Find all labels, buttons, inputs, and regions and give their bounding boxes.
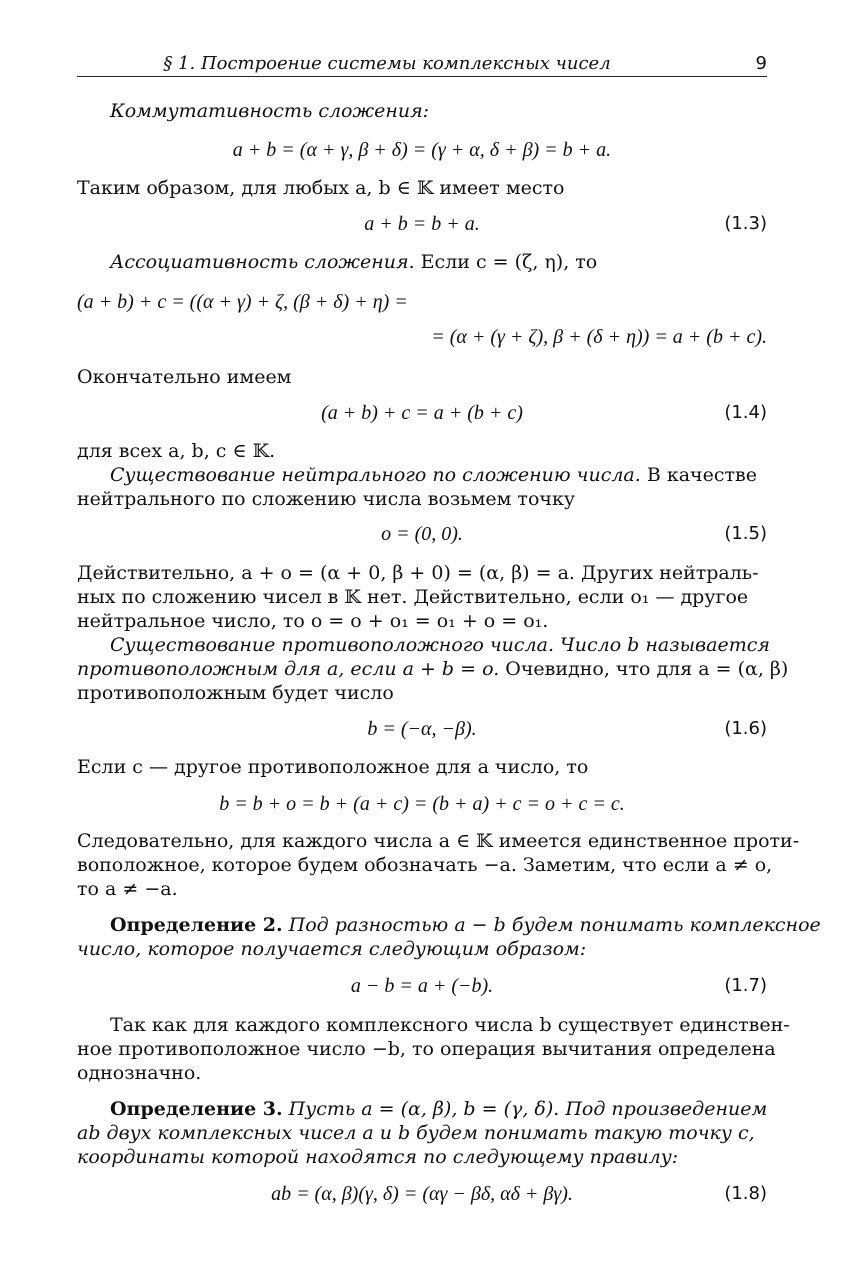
paragraph-line: Коммутативность сложения: — [110, 100, 430, 122]
equation: = (α + (γ + ζ), β + (δ + η)) = a + (b + c). — [431, 326, 767, 348]
numbered-equation — [77, 1182, 767, 1206]
text: Если c = (ζ, η), то — [414, 251, 598, 273]
equation-number: (1.4) — [724, 402, 767, 423]
equation: b = (−α, −β). — [367, 718, 477, 740]
equation: o = (0, 0). — [381, 523, 463, 545]
paragraph-line: нейтральное число, то o = o + o₁ = o₁ + o = o₁. — [77, 610, 549, 632]
section-title: § 1. Построение системы комплексных чисел — [163, 53, 611, 74]
numbered-equation — [77, 212, 767, 236]
paragraph-line: Так как для каждого комплексного числа b существует единствен- — [110, 1014, 790, 1036]
term: противоположным для a, если a + b = o. — [77, 658, 500, 680]
paragraph-line: Существование противоположного числа. Число b называется — [110, 634, 770, 656]
definition-label: Определение 3. — [110, 1098, 283, 1120]
numbered-equation — [77, 974, 767, 998]
paragraph-line — [77, 250, 800, 274]
equation-number: (1.3) — [724, 213, 767, 234]
paragraph-line: воположное, которое будем обозначать −a. Заметим, что если a ≠ o, — [77, 854, 773, 876]
numbered-equation — [77, 717, 767, 741]
equation: a + b = b + a. — [364, 213, 480, 235]
paragraph-line: число, которое получается следующим образом: — [77, 938, 587, 960]
equation: b = b + o = b + (a + c) = (b + a) + c = o + c = c. — [219, 793, 625, 815]
text: Под разностью a − b будем понимать комплексное — [282, 914, 821, 936]
equation: (a + b) + c = a + (b + c) — [321, 402, 523, 424]
equation: a − b = a + (−b). — [350, 975, 494, 997]
paragraph-line: ных по сложению чисел в 𝕂 нет. Действительно, если o₁ — другое — [77, 586, 749, 608]
paragraph-line: для всех a, b, c ∈ 𝕂. — [77, 440, 276, 462]
paragraph-line — [77, 657, 789, 681]
numbered-equation — [77, 401, 767, 425]
paragraph-line: однозначно. — [77, 1062, 202, 1084]
paragraph-line: ab двух комплексных чисел a и b будем понимать такую точку c, — [77, 1122, 755, 1144]
equation-number: (1.5) — [724, 523, 767, 544]
equation: ab = (α, β)(γ, δ) = (αγ − βδ, αδ + βγ). — [271, 1183, 573, 1205]
paragraph-line — [77, 463, 800, 487]
paragraph-line: нейтрального по сложению числа возьмем точку — [77, 488, 575, 510]
text: В качестве — [640, 464, 757, 486]
page-number: 9 — [755, 53, 767, 74]
equation-number: (1.6) — [724, 718, 767, 739]
paragraph-line: Если c — другое противоположное для a число, то — [77, 756, 589, 778]
term: Существование нейтрального по сложению числа. — [110, 464, 641, 486]
numbered-equation — [77, 522, 767, 546]
paragraph-line: Таким образом, для любых a, b ∈ 𝕂 имеет место — [77, 177, 565, 199]
term: Ассоциативность сложения. — [110, 251, 415, 273]
running-header — [77, 52, 767, 77]
definition-label: Определение 2. — [110, 914, 283, 936]
paragraph-line: ное противоположное число −b, то операция вычитания определена — [77, 1038, 776, 1060]
paragraph-line: Окончательно имеем — [77, 366, 292, 388]
text: Очевидно, что для a = (α, β) — [499, 658, 789, 680]
paragraph-line — [77, 1097, 800, 1121]
equation-number: (1.8) — [724, 1183, 767, 1204]
paragraph-line: Следовательно, для каждого числа a ∈ 𝕂 имеется единственное проти- — [77, 830, 800, 852]
paragraph-line — [77, 913, 821, 937]
equation: a + b = (α + γ, β + δ) = (γ + α, δ + β) = b + a. — [232, 139, 612, 161]
paragraph-line: противоположным будет число — [77, 682, 394, 704]
text: Пусть a = (α, β), b = (γ, δ). Под произведением — [282, 1098, 768, 1120]
equation: (a + b) + c = ((α + γ) + ζ, (β + δ) + η) = — [77, 291, 408, 313]
paragraph-line: то a ≠ −a. — [77, 878, 178, 900]
equation-number: (1.7) — [724, 975, 767, 996]
paragraph-line: координаты которой находятся по следующему правилу: — [77, 1146, 679, 1168]
paragraph-line: Действительно, a + o = (α + 0, β + 0) = (α, β) = a. Других нейтраль- — [77, 562, 759, 584]
